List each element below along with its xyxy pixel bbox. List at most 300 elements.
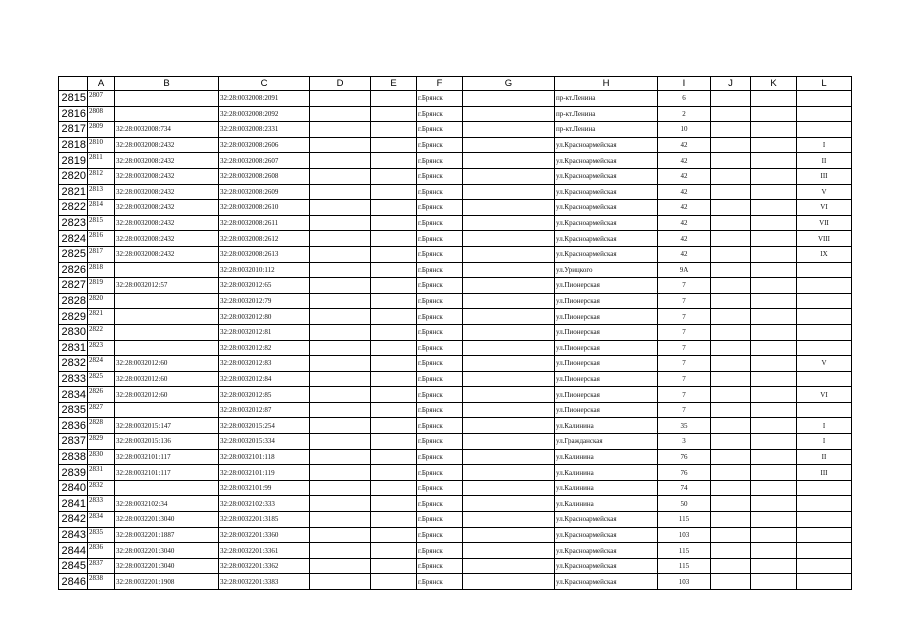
corner-cell[interactable]: [59, 77, 88, 91]
cell-d[interactable]: [310, 262, 371, 278]
row-number[interactable]: 2837: [59, 434, 88, 450]
cell-g[interactable]: [463, 480, 555, 496]
column-header-e[interactable]: E: [371, 77, 417, 91]
cell-b[interactable]: 32:28:0032201:3040: [115, 558, 219, 574]
cell-a[interactable]: 2823: [88, 340, 115, 356]
cell-c[interactable]: 32:28:0032008:2092: [219, 106, 310, 122]
cell-c[interactable]: 32:28:0032012:85: [219, 387, 310, 403]
cell-d[interactable]: [310, 184, 371, 200]
cell-k[interactable]: [751, 215, 797, 231]
row-number[interactable]: 2841: [59, 496, 88, 512]
cell-d[interactable]: [310, 418, 371, 434]
cell-g[interactable]: [463, 246, 555, 262]
cell-c[interactable]: 32:28:0032008:2091: [219, 91, 310, 107]
cell-l[interactable]: V: [797, 356, 852, 372]
cell-k[interactable]: [751, 356, 797, 372]
cell-j[interactable]: [711, 293, 751, 309]
cell-e[interactable]: [371, 418, 417, 434]
cell-a[interactable]: 2829: [88, 434, 115, 450]
column-header-a[interactable]: A: [88, 77, 115, 91]
cell-j[interactable]: [711, 558, 751, 574]
cell-c[interactable]: 32:28:0032012:82: [219, 340, 310, 356]
row-number[interactable]: 2828: [59, 293, 88, 309]
cell-g[interactable]: [463, 324, 555, 340]
cell-e[interactable]: [371, 574, 417, 590]
cell-c[interactable]: 32:28:0032008:2609: [219, 184, 310, 200]
cell-f[interactable]: г.Брянск: [417, 465, 463, 481]
cell-j[interactable]: [711, 512, 751, 528]
cell-f[interactable]: г.Брянск: [417, 418, 463, 434]
row-number[interactable]: 2838: [59, 449, 88, 465]
cell-e[interactable]: [371, 215, 417, 231]
cell-j[interactable]: [711, 168, 751, 184]
row-number[interactable]: 2825: [59, 246, 88, 262]
cell-c[interactable]: 32:28:0032010:112: [219, 262, 310, 278]
cell-g[interactable]: [463, 543, 555, 559]
cell-h[interactable]: ул.Красноармейская: [555, 512, 658, 528]
cell-d[interactable]: [310, 496, 371, 512]
cell-c[interactable]: 32:28:0032012:80: [219, 309, 310, 325]
cell-f[interactable]: г.Брянск: [417, 293, 463, 309]
cell-j[interactable]: [711, 262, 751, 278]
cell-l[interactable]: [797, 106, 852, 122]
cell-i[interactable]: 76: [658, 465, 711, 481]
row-number[interactable]: 2846: [59, 574, 88, 590]
cell-c[interactable]: 32:28:0032008:2331: [219, 122, 310, 138]
cell-g[interactable]: [463, 137, 555, 153]
cell-f[interactable]: г.Брянск: [417, 512, 463, 528]
cell-e[interactable]: [371, 184, 417, 200]
cell-c[interactable]: 32:28:0032201:3360: [219, 527, 310, 543]
cell-l[interactable]: [797, 122, 852, 138]
cell-i[interactable]: 42: [658, 168, 711, 184]
cell-b[interactable]: [115, 309, 219, 325]
cell-i[interactable]: 9А: [658, 262, 711, 278]
cell-g[interactable]: [463, 184, 555, 200]
cell-i[interactable]: 42: [658, 184, 711, 200]
cell-l[interactable]: VI: [797, 200, 852, 216]
cell-g[interactable]: [463, 278, 555, 294]
cell-a[interactable]: 2833: [88, 496, 115, 512]
cell-d[interactable]: [310, 387, 371, 403]
cell-i[interactable]: 50: [658, 496, 711, 512]
cell-g[interactable]: [463, 340, 555, 356]
cell-k[interactable]: [751, 558, 797, 574]
cell-f[interactable]: г.Брянск: [417, 543, 463, 559]
row-number[interactable]: 2829: [59, 309, 88, 325]
cell-l[interactable]: [797, 340, 852, 356]
cell-a[interactable]: 2825: [88, 371, 115, 387]
column-header-b[interactable]: B: [115, 77, 219, 91]
row-number[interactable]: 2834: [59, 387, 88, 403]
cell-c[interactable]: 32:28:0032008:2610: [219, 200, 310, 216]
cell-i[interactable]: 42: [658, 231, 711, 247]
column-header-g[interactable]: G: [463, 77, 555, 91]
cell-c[interactable]: 32:28:0032008:2606: [219, 137, 310, 153]
cell-l[interactable]: [797, 309, 852, 325]
cell-l[interactable]: I: [797, 137, 852, 153]
cell-f[interactable]: г.Брянск: [417, 91, 463, 107]
cell-e[interactable]: [371, 246, 417, 262]
cell-c[interactable]: 32:28:0032012:87: [219, 402, 310, 418]
cell-c[interactable]: 32:28:0032015:254: [219, 418, 310, 434]
cell-j[interactable]: [711, 231, 751, 247]
cell-b[interactable]: 32:28:0032008:2432: [115, 246, 219, 262]
cell-l[interactable]: [797, 262, 852, 278]
cell-d[interactable]: [310, 91, 371, 107]
cell-i[interactable]: 35: [658, 418, 711, 434]
cell-j[interactable]: [711, 106, 751, 122]
cell-j[interactable]: [711, 200, 751, 216]
cell-f[interactable]: г.Брянск: [417, 387, 463, 403]
cell-a[interactable]: 2831: [88, 465, 115, 481]
cell-h[interactable]: ул.Красноармейская: [555, 558, 658, 574]
row-number[interactable]: 2842: [59, 512, 88, 528]
cell-h[interactable]: ул.Красноармейская: [555, 184, 658, 200]
cell-k[interactable]: [751, 418, 797, 434]
cell-j[interactable]: [711, 91, 751, 107]
cell-b[interactable]: [115, 106, 219, 122]
row-number[interactable]: 2835: [59, 402, 88, 418]
cell-i[interactable]: 42: [658, 246, 711, 262]
cell-l[interactable]: VIII: [797, 231, 852, 247]
cell-e[interactable]: [371, 480, 417, 496]
cell-a[interactable]: 2836: [88, 543, 115, 559]
row-number[interactable]: 2843: [59, 527, 88, 543]
cell-b[interactable]: 32:28:0032201:1887: [115, 527, 219, 543]
cell-l[interactable]: III: [797, 168, 852, 184]
cell-c[interactable]: 32:28:0032102:333: [219, 496, 310, 512]
cell-k[interactable]: [751, 496, 797, 512]
cell-j[interactable]: [711, 340, 751, 356]
cell-i[interactable]: 103: [658, 527, 711, 543]
cell-j[interactable]: [711, 496, 751, 512]
cell-a[interactable]: 2835: [88, 527, 115, 543]
cell-e[interactable]: [371, 402, 417, 418]
cell-d[interactable]: [310, 402, 371, 418]
cell-l[interactable]: IX: [797, 246, 852, 262]
cell-d[interactable]: [310, 371, 371, 387]
cell-h[interactable]: пр-кт.Ленина: [555, 91, 658, 107]
cell-i[interactable]: 42: [658, 215, 711, 231]
cell-i[interactable]: 74: [658, 480, 711, 496]
cell-g[interactable]: [463, 465, 555, 481]
cell-c[interactable]: 32:28:0032012:81: [219, 324, 310, 340]
cell-a[interactable]: 2816: [88, 231, 115, 247]
cell-i[interactable]: 42: [658, 153, 711, 169]
cell-h[interactable]: ул.Калинина: [555, 480, 658, 496]
cell-i[interactable]: 7: [658, 387, 711, 403]
column-header-j[interactable]: J: [711, 77, 751, 91]
cell-d[interactable]: [310, 293, 371, 309]
cell-l[interactable]: II: [797, 153, 852, 169]
cell-a[interactable]: 2815: [88, 215, 115, 231]
cell-g[interactable]: [463, 153, 555, 169]
cell-f[interactable]: г.Брянск: [417, 215, 463, 231]
cell-h[interactable]: ул.Пионерская: [555, 387, 658, 403]
cell-e[interactable]: [371, 137, 417, 153]
cell-k[interactable]: [751, 574, 797, 590]
cell-f[interactable]: г.Брянск: [417, 402, 463, 418]
cell-e[interactable]: [371, 434, 417, 450]
cell-h[interactable]: ул.Пионерская: [555, 324, 658, 340]
cell-i[interactable]: 3: [658, 434, 711, 450]
cell-d[interactable]: [310, 168, 371, 184]
cell-a[interactable]: 2821: [88, 309, 115, 325]
cell-f[interactable]: г.Брянск: [417, 527, 463, 543]
cell-e[interactable]: [371, 153, 417, 169]
cell-e[interactable]: [371, 106, 417, 122]
cell-a[interactable]: 2808: [88, 106, 115, 122]
cell-a[interactable]: 2828: [88, 418, 115, 434]
cell-e[interactable]: [371, 558, 417, 574]
cell-f[interactable]: г.Брянск: [417, 309, 463, 325]
cell-g[interactable]: [463, 122, 555, 138]
cell-h[interactable]: ул.Красноармейская: [555, 231, 658, 247]
cell-a[interactable]: 2818: [88, 262, 115, 278]
cell-k[interactable]: [751, 106, 797, 122]
cell-k[interactable]: [751, 402, 797, 418]
cell-c[interactable]: 32:28:0032101:119: [219, 465, 310, 481]
cell-j[interactable]: [711, 449, 751, 465]
row-number[interactable]: 2826: [59, 262, 88, 278]
row-number[interactable]: 2833: [59, 371, 88, 387]
cell-g[interactable]: [463, 574, 555, 590]
cell-k[interactable]: [751, 168, 797, 184]
cell-f[interactable]: г.Брянск: [417, 168, 463, 184]
cell-l[interactable]: [797, 371, 852, 387]
cell-j[interactable]: [711, 278, 751, 294]
cell-g[interactable]: [463, 371, 555, 387]
cell-l[interactable]: I: [797, 418, 852, 434]
row-number[interactable]: 2827: [59, 278, 88, 294]
cell-h[interactable]: ул.Гражданская: [555, 434, 658, 450]
cell-l[interactable]: [797, 496, 852, 512]
row-number[interactable]: 2832: [59, 356, 88, 372]
cell-h[interactable]: пр-кт.Ленина: [555, 106, 658, 122]
cell-b[interactable]: 32:28:0032008:2432: [115, 153, 219, 169]
cell-c[interactable]: 32:28:0032012:65: [219, 278, 310, 294]
cell-l[interactable]: [797, 558, 852, 574]
row-number[interactable]: 2822: [59, 200, 88, 216]
cell-k[interactable]: [751, 480, 797, 496]
column-header-i[interactable]: I: [658, 77, 711, 91]
cell-j[interactable]: [711, 309, 751, 325]
cell-k[interactable]: [751, 278, 797, 294]
cell-h[interactable]: ул.Красноармейская: [555, 153, 658, 169]
cell-l[interactable]: [797, 278, 852, 294]
cell-k[interactable]: [751, 231, 797, 247]
cell-b[interactable]: 32:28:0032012:60: [115, 356, 219, 372]
column-header-k[interactable]: K: [751, 77, 797, 91]
cell-k[interactable]: [751, 465, 797, 481]
cell-a[interactable]: 2824: [88, 356, 115, 372]
cell-l[interactable]: [797, 480, 852, 496]
cell-a[interactable]: 2826: [88, 387, 115, 403]
cell-i[interactable]: 7: [658, 402, 711, 418]
cell-d[interactable]: [310, 543, 371, 559]
cell-b[interactable]: [115, 324, 219, 340]
cell-g[interactable]: [463, 496, 555, 512]
cell-h[interactable]: ул.Красноармейская: [555, 246, 658, 262]
cell-l[interactable]: [797, 402, 852, 418]
cell-d[interactable]: [310, 574, 371, 590]
cell-f[interactable]: г.Брянск: [417, 122, 463, 138]
cell-k[interactable]: [751, 262, 797, 278]
row-number[interactable]: 2844: [59, 543, 88, 559]
cell-j[interactable]: [711, 527, 751, 543]
cell-k[interactable]: [751, 91, 797, 107]
cell-b[interactable]: 32:28:0032015:147: [115, 418, 219, 434]
cell-i[interactable]: 103: [658, 574, 711, 590]
cell-i[interactable]: 115: [658, 512, 711, 528]
cell-l[interactable]: V: [797, 184, 852, 200]
cell-l[interactable]: [797, 91, 852, 107]
cell-l[interactable]: VI: [797, 387, 852, 403]
cell-f[interactable]: г.Брянск: [417, 153, 463, 169]
cell-b[interactable]: [115, 262, 219, 278]
cell-j[interactable]: [711, 434, 751, 450]
row-number[interactable]: 2845: [59, 558, 88, 574]
cell-d[interactable]: [310, 122, 371, 138]
cell-a[interactable]: 2822: [88, 324, 115, 340]
cell-l[interactable]: [797, 512, 852, 528]
cell-a[interactable]: 2812: [88, 168, 115, 184]
cell-e[interactable]: [371, 262, 417, 278]
cell-e[interactable]: [371, 527, 417, 543]
cell-j[interactable]: [711, 246, 751, 262]
cell-g[interactable]: [463, 293, 555, 309]
cell-f[interactable]: г.Брянск: [417, 200, 463, 216]
cell-l[interactable]: [797, 527, 852, 543]
cell-c[interactable]: 32:28:0032201:3361: [219, 543, 310, 559]
column-header-c[interactable]: C: [219, 77, 310, 91]
cell-k[interactable]: [751, 184, 797, 200]
cell-k[interactable]: [751, 340, 797, 356]
cell-c[interactable]: 32:28:0032201:3362: [219, 558, 310, 574]
row-number[interactable]: 2821: [59, 184, 88, 200]
cell-h[interactable]: ул.Красноармейская: [555, 200, 658, 216]
cell-l[interactable]: [797, 324, 852, 340]
cell-b[interactable]: 32:28:0032008:2432: [115, 231, 219, 247]
cell-k[interactable]: [751, 512, 797, 528]
cell-l[interactable]: [797, 543, 852, 559]
cell-j[interactable]: [711, 324, 751, 340]
row-number[interactable]: 2830: [59, 324, 88, 340]
cell-b[interactable]: [115, 340, 219, 356]
cell-f[interactable]: г.Брянск: [417, 356, 463, 372]
cell-g[interactable]: [463, 168, 555, 184]
cell-a[interactable]: 2811: [88, 153, 115, 169]
cell-f[interactable]: г.Брянск: [417, 137, 463, 153]
cell-g[interactable]: [463, 215, 555, 231]
row-number[interactable]: 2817: [59, 122, 88, 138]
cell-d[interactable]: [310, 215, 371, 231]
cell-c[interactable]: 32:28:0032201:3185: [219, 512, 310, 528]
cell-a[interactable]: 2837: [88, 558, 115, 574]
cell-h[interactable]: пр-кт.Ленина: [555, 122, 658, 138]
cell-i[interactable]: 115: [658, 543, 711, 559]
column-header-h[interactable]: H: [555, 77, 658, 91]
cell-i[interactable]: 76: [658, 449, 711, 465]
cell-g[interactable]: [463, 91, 555, 107]
column-header-d[interactable]: D: [310, 77, 371, 91]
cell-b[interactable]: [115, 293, 219, 309]
cell-e[interactable]: [371, 309, 417, 325]
cell-d[interactable]: [310, 340, 371, 356]
cell-f[interactable]: г.Брянск: [417, 246, 463, 262]
cell-c[interactable]: 32:28:0032012:83: [219, 356, 310, 372]
cell-j[interactable]: [711, 387, 751, 403]
cell-j[interactable]: [711, 137, 751, 153]
cell-f[interactable]: г.Брянск: [417, 231, 463, 247]
cell-a[interactable]: 2827: [88, 402, 115, 418]
cell-k[interactable]: [751, 246, 797, 262]
cell-d[interactable]: [310, 137, 371, 153]
cell-f[interactable]: г.Брянск: [417, 324, 463, 340]
cell-j[interactable]: [711, 122, 751, 138]
cell-j[interactable]: [711, 480, 751, 496]
cell-d[interactable]: [310, 527, 371, 543]
cell-b[interactable]: 32:28:0032102:34: [115, 496, 219, 512]
cell-k[interactable]: [751, 449, 797, 465]
cell-d[interactable]: [310, 106, 371, 122]
cell-e[interactable]: [371, 168, 417, 184]
cell-d[interactable]: [310, 278, 371, 294]
cell-g[interactable]: [463, 434, 555, 450]
cell-a[interactable]: 2807: [88, 91, 115, 107]
cell-d[interactable]: [310, 434, 371, 450]
cell-e[interactable]: [371, 278, 417, 294]
cell-k[interactable]: [751, 309, 797, 325]
cell-j[interactable]: [711, 215, 751, 231]
cell-a[interactable]: 2813: [88, 184, 115, 200]
cell-b[interactable]: 32:28:0032008:734: [115, 122, 219, 138]
cell-l[interactable]: VII: [797, 215, 852, 231]
cell-h[interactable]: ул.Красноармейская: [555, 168, 658, 184]
cell-c[interactable]: 32:28:0032012:79: [219, 293, 310, 309]
row-number[interactable]: 2840: [59, 480, 88, 496]
cell-f[interactable]: г.Брянск: [417, 340, 463, 356]
cell-h[interactable]: ул.Пионерская: [555, 402, 658, 418]
cell-f[interactable]: г.Брянск: [417, 262, 463, 278]
cell-d[interactable]: [310, 558, 371, 574]
cell-k[interactable]: [751, 122, 797, 138]
cell-a[interactable]: 2838: [88, 574, 115, 590]
column-header-f[interactable]: F: [417, 77, 463, 91]
cell-i[interactable]: 7: [658, 324, 711, 340]
cell-f[interactable]: г.Брянск: [417, 371, 463, 387]
cell-k[interactable]: [751, 137, 797, 153]
cell-g[interactable]: [463, 449, 555, 465]
cell-g[interactable]: [463, 527, 555, 543]
cell-k[interactable]: [751, 153, 797, 169]
cell-j[interactable]: [711, 153, 751, 169]
cell-d[interactable]: [310, 324, 371, 340]
row-number[interactable]: 2818: [59, 137, 88, 153]
cell-h[interactable]: ул.Красноармейская: [555, 527, 658, 543]
cell-f[interactable]: г.Брянск: [417, 449, 463, 465]
cell-b[interactable]: 32:28:0032101:117: [115, 449, 219, 465]
cell-j[interactable]: [711, 402, 751, 418]
cell-c[interactable]: 32:28:0032008:2613: [219, 246, 310, 262]
cell-f[interactable]: г.Брянск: [417, 480, 463, 496]
cell-b[interactable]: 32:28:0032008:2432: [115, 168, 219, 184]
row-number[interactable]: 2819: [59, 153, 88, 169]
cell-h[interactable]: ул.Урицкого: [555, 262, 658, 278]
cell-h[interactable]: ул.Красноармейская: [555, 543, 658, 559]
cell-d[interactable]: [310, 231, 371, 247]
